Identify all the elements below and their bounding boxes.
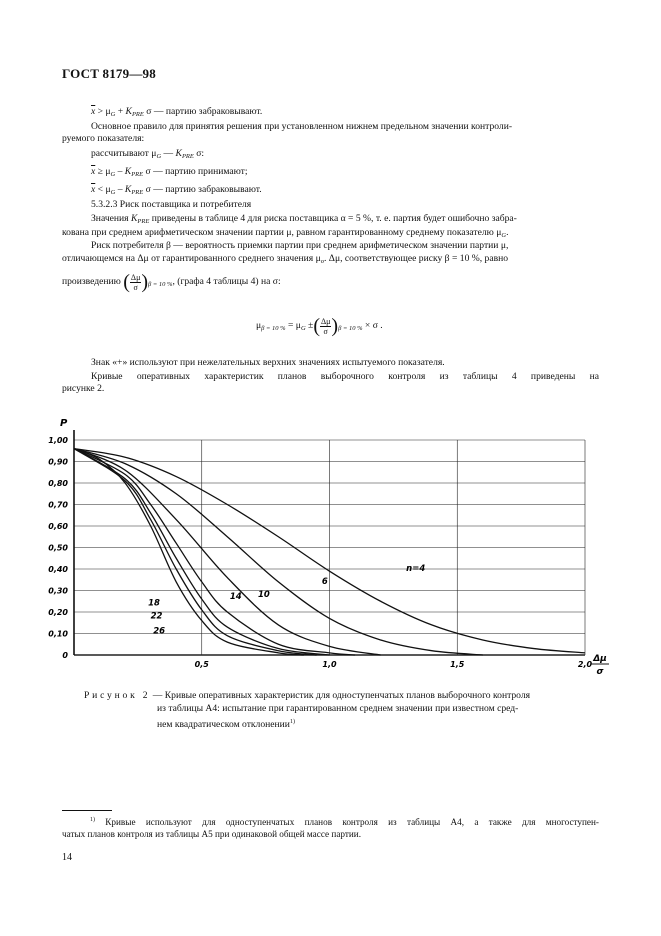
sub-pre: PRE [131, 171, 144, 178]
xbar-symbol: $\overline{x}$ [91, 106, 96, 117]
tick-labels [48, 436, 592, 669]
calc-line [91, 148, 204, 163]
p3c-pre: произведению [62, 276, 121, 287]
paragraph-plus-sign: Знак «+» используют при нежелательных верхних значениях испытуемого показателя. [91, 357, 445, 368]
curve-label: 14 [229, 592, 242, 603]
sub-g: G [110, 189, 116, 196]
footnote-text-1: Кривые используют для одноступенчатых планов контроля из таблицы А4, а также для многоступен- [95, 817, 599, 828]
p3c-post: , (графа 4 таблицы 4) на σ: [172, 276, 281, 287]
curve-26 [74, 449, 304, 655]
y-tick-label: 1,00 [48, 436, 68, 445]
paren-right: ) [331, 315, 339, 337]
ge-mu: ≥ μ [95, 166, 111, 177]
calc-text: рассчитывают [91, 148, 149, 159]
sub-g: G [300, 325, 306, 333]
minus-sign: – [115, 166, 125, 177]
curve-22 [74, 449, 317, 655]
dash: — [161, 148, 176, 159]
x-axis-label-numerator: Δμ [593, 654, 607, 664]
y-tick-label: 0,60 [48, 522, 68, 531]
paragraph-consumer-risk-2 [62, 253, 599, 268]
paren-left: ( [123, 271, 130, 293]
reject-text: σ — партию забраковывают. [143, 184, 262, 195]
mu-symbol: μ [256, 320, 262, 331]
caption-text-3: нем квадратическом отклонении [157, 719, 290, 731]
footnote-line-2: чатых планов контроля из таблицы А5 при одинаковой общей массе партии. [62, 829, 362, 840]
page-number: 14 [62, 852, 72, 863]
xbar-symbol: $\overline{x}$ [91, 166, 96, 177]
curve-label: n=4 [406, 564, 426, 575]
k-symbol: K [125, 106, 132, 117]
sigma-symbol: σ [146, 106, 152, 117]
accept-text: σ — партию принимают; [143, 166, 248, 177]
caption-text-1: — Кривые оперативных характеристик для одноступенчатых планов выборочного контроля [150, 690, 531, 701]
y-axis-label: P [60, 418, 68, 429]
y-tick-label: 0,40 [48, 565, 68, 574]
footnote-ref: 1) [289, 719, 295, 725]
paragraph-curves-2: рисунке 2. [62, 383, 105, 394]
sub-pre: PRE [131, 111, 144, 118]
curve-label: 18 [148, 598, 160, 609]
curve-label: 6 [321, 577, 328, 588]
paragraph-kpre-1 [91, 213, 599, 228]
paren-right: ) [141, 271, 149, 293]
frac-num: Δμ [320, 316, 331, 326]
caption-line-2: из таблицы А4: испытание при гарантированном среднем значении при известном сред- [157, 703, 519, 714]
y-tick-label: 0,30 [48, 586, 68, 596]
rule-reject-lower [91, 184, 262, 199]
sub-beta: β = 10 % [261, 325, 286, 333]
p2b-text: кована при среднем арифметическом значении партии μ, равном гарантированному среднему показателю μ [62, 227, 502, 238]
k-symbol: K [130, 213, 138, 224]
sub-g: G [110, 171, 116, 178]
x-tick-label: 1,5 [450, 660, 465, 669]
paragraph-consumer-risk-1: Риск потребителя β — вероятность приемки партии при среднем арифметическом значении партии μ, [91, 240, 509, 251]
footnote-divider [62, 810, 112, 811]
sub-pre: PRE [181, 153, 194, 160]
p3b-post: . Δμ, соответствующее риску β = 10 %, равно [323, 253, 509, 264]
gt-mu: > μ [95, 106, 111, 117]
frac-den: σ [323, 326, 328, 336]
caption-line-3 [157, 716, 295, 731]
footnote [62, 814, 599, 840]
formula-mu-beta [256, 316, 383, 336]
curve-10 [74, 449, 381, 655]
xbar-symbol: $\overline{x}$ [91, 184, 96, 195]
mu-symbol: μ [151, 148, 157, 159]
curve-6 [74, 449, 483, 655]
curve-14 [74, 449, 355, 655]
lt-mu: < μ [95, 184, 111, 195]
curve-label: 26 [153, 626, 166, 637]
curve-label: 22 [150, 611, 163, 622]
oc-curves-chart [40, 415, 625, 680]
k-symbol: K [124, 166, 132, 177]
document-header: ГОСТ 8179—98 [62, 66, 156, 81]
p2-post: приведены в таблице 4 для риска поставщика α = 5 %, т. е. партия будет ошибочно забра- [149, 213, 517, 224]
sub-o: o [320, 258, 324, 265]
fraction-dmu-sigma [130, 273, 141, 292]
sub-beta: β = 10 % [338, 325, 363, 333]
y-tick-label: 0 [62, 651, 68, 660]
calc-post: σ: [193, 148, 205, 159]
eq-mu: = μ [285, 320, 301, 331]
section-heading: 5.3.2.3 Риск поставщика и потребителя [91, 199, 252, 210]
paragraph-consumer-risk-3 [62, 272, 281, 292]
sub-pre: PRE [131, 189, 144, 196]
y-tick-label: 0,10 [48, 629, 68, 639]
y-tick-label: 0,80 [48, 479, 68, 488]
y-tick-label: 0,20 [48, 608, 68, 617]
pm-sign: ± [305, 320, 314, 331]
sub-g: G [156, 153, 162, 160]
paragraph-kpre-2: кована при среднем арифметическом значении партии μ, равном гарантированному среднему показателю $\mu_G$. [62, 227, 509, 239]
frac-den: σ [133, 282, 138, 292]
y-tick-label: 0,70 [48, 500, 68, 510]
rule-reject-upper [91, 106, 262, 121]
frac-num: Δμ [130, 272, 141, 282]
figure-caption [84, 690, 599, 703]
k-symbol: K [124, 184, 132, 195]
k-symbol: K [175, 148, 182, 159]
paragraph-main-rule-1: Основное правило для принятия решения при установленном нижнем предельном значении контроли- [91, 121, 513, 132]
caption-label: Рисунок 2 [84, 690, 151, 701]
formula-post: × σ . [362, 320, 383, 331]
footnote-mark: 1) [90, 817, 95, 823]
x-tick-label: 2,0 [577, 660, 593, 669]
sub-beta: β = 10 % [148, 281, 173, 289]
footnote-line-1 [62, 814, 599, 828]
x-axis-label [591, 654, 609, 677]
rule-accept [91, 166, 248, 181]
rule-text: — партию забраковывают. [151, 106, 263, 117]
x-axis-label-denominator: σ [596, 667, 604, 677]
y-tick-label: 0,90 [48, 457, 68, 467]
sub-pre: PRE [137, 218, 150, 225]
x-tick-label: 0,5 [194, 660, 209, 669]
p3b-text: отличающемся на Δμ от гарантированного среднего значения μ [62, 253, 321, 264]
fraction-dmu-sigma [320, 317, 331, 336]
p2-pre: Значения [91, 213, 131, 224]
paragraph-curves-1: Кривые оперативных характеристик планов выборочного контроля из таблицы 4 приведены на [91, 371, 599, 382]
x-tick-label: 1,0 [322, 660, 337, 669]
curve-label: 10 [257, 589, 270, 600]
sub-g: G [501, 232, 507, 239]
paren-left: ( [313, 315, 320, 337]
plus-sign: + [115, 106, 126, 117]
sub-g: G [110, 111, 116, 118]
minus-sign: – [115, 184, 125, 195]
y-tick-label: 0,50 [48, 543, 68, 553]
paragraph-main-rule-2: руемого показателя: [62, 133, 145, 144]
